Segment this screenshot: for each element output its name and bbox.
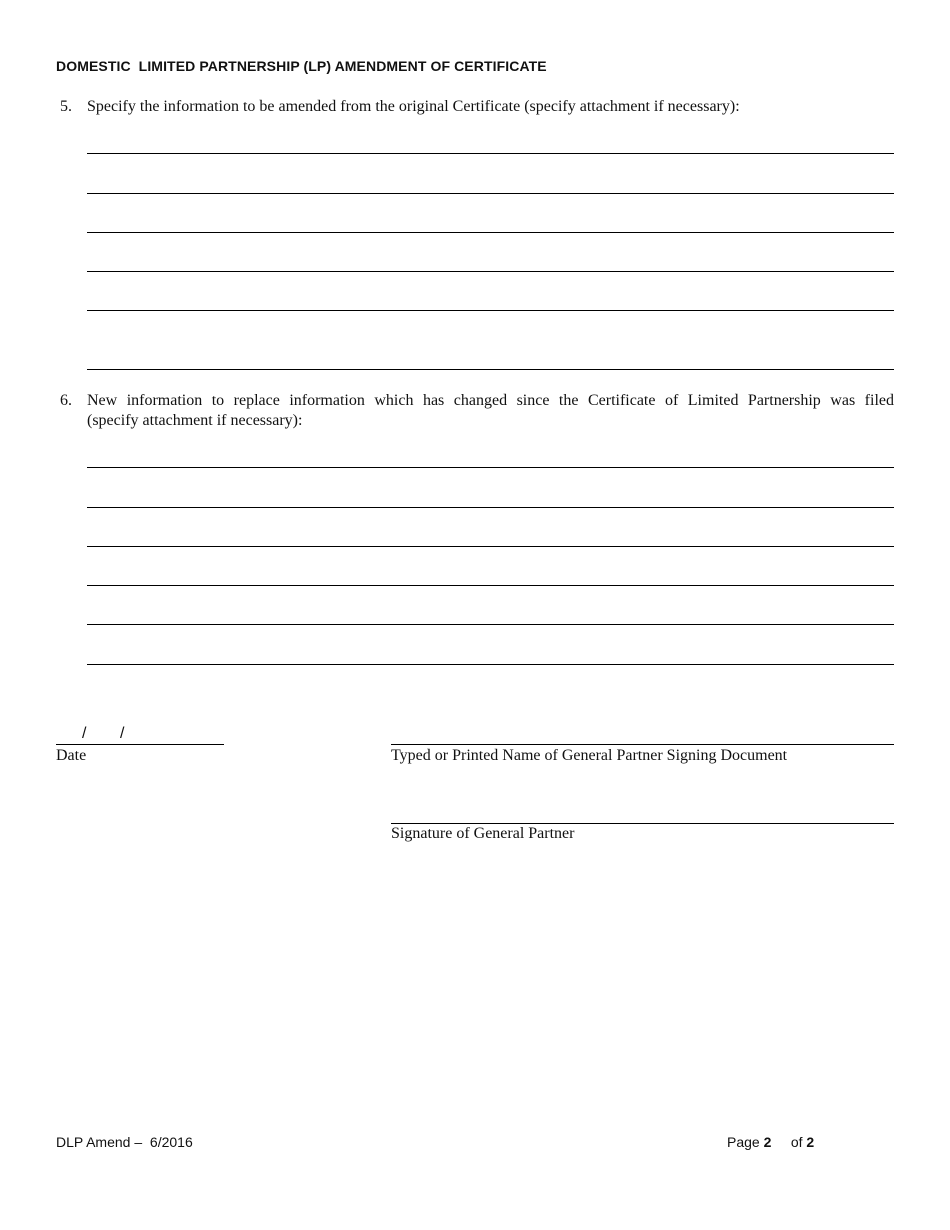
date-input-line[interactable] bbox=[56, 744, 224, 745]
section-6-input-line-1[interactable] bbox=[87, 467, 894, 468]
page-word: Page bbox=[727, 1134, 760, 1150]
section-6-text-line-1: New information to replace information which has changed since the Certificate of Limited Partnership was filed bbox=[87, 392, 894, 409]
section-6-input-line-6[interactable] bbox=[87, 664, 894, 665]
section-5-number: 5. bbox=[60, 98, 72, 115]
section-6-input-line-3[interactable] bbox=[87, 546, 894, 547]
section-5-input-line-2[interactable] bbox=[87, 193, 894, 194]
page-current: 2 bbox=[763, 1134, 772, 1150]
signature-label: Signature of General Partner bbox=[391, 825, 575, 842]
printed-name-label: Typed or Printed Name of General Partner Signing Document bbox=[391, 747, 788, 764]
date-label: Date bbox=[56, 747, 87, 764]
page-of: of bbox=[790, 1134, 803, 1150]
printed-name-input-line[interactable] bbox=[391, 744, 894, 745]
section-6-text-line-2: (specify attachment if necessary): bbox=[87, 412, 303, 429]
page-total: 2 bbox=[806, 1134, 815, 1150]
form-revision: DLP Amend – 6/2016 bbox=[56, 1134, 193, 1150]
signature-input-line[interactable] bbox=[391, 823, 894, 824]
section-6-input-line-2[interactable] bbox=[87, 507, 894, 508]
form-title: DOMESTIC LIMITED PARTNERSHIP (LP) AMENDMENT OF CERTIFICATE bbox=[56, 58, 547, 74]
section-6-input-line-5[interactable] bbox=[87, 624, 894, 625]
section-6-number: 6. bbox=[60, 392, 72, 409]
section-5-input-line-5[interactable] bbox=[87, 310, 894, 311]
date-slash-2: / bbox=[120, 725, 125, 742]
section-5-text: Specify the information to be amended from the original Certificate (specify attachment if necessary): bbox=[87, 98, 740, 115]
page-number bbox=[727, 1134, 814, 1150]
section-5-input-line-1[interactable] bbox=[87, 153, 894, 154]
date-slash-1: / bbox=[82, 725, 87, 742]
section-5-input-line-6[interactable] bbox=[87, 369, 894, 370]
section-5-input-line-4[interactable] bbox=[87, 271, 894, 272]
section-5-input-line-3[interactable] bbox=[87, 232, 894, 233]
section-6-input-line-4[interactable] bbox=[87, 585, 894, 586]
